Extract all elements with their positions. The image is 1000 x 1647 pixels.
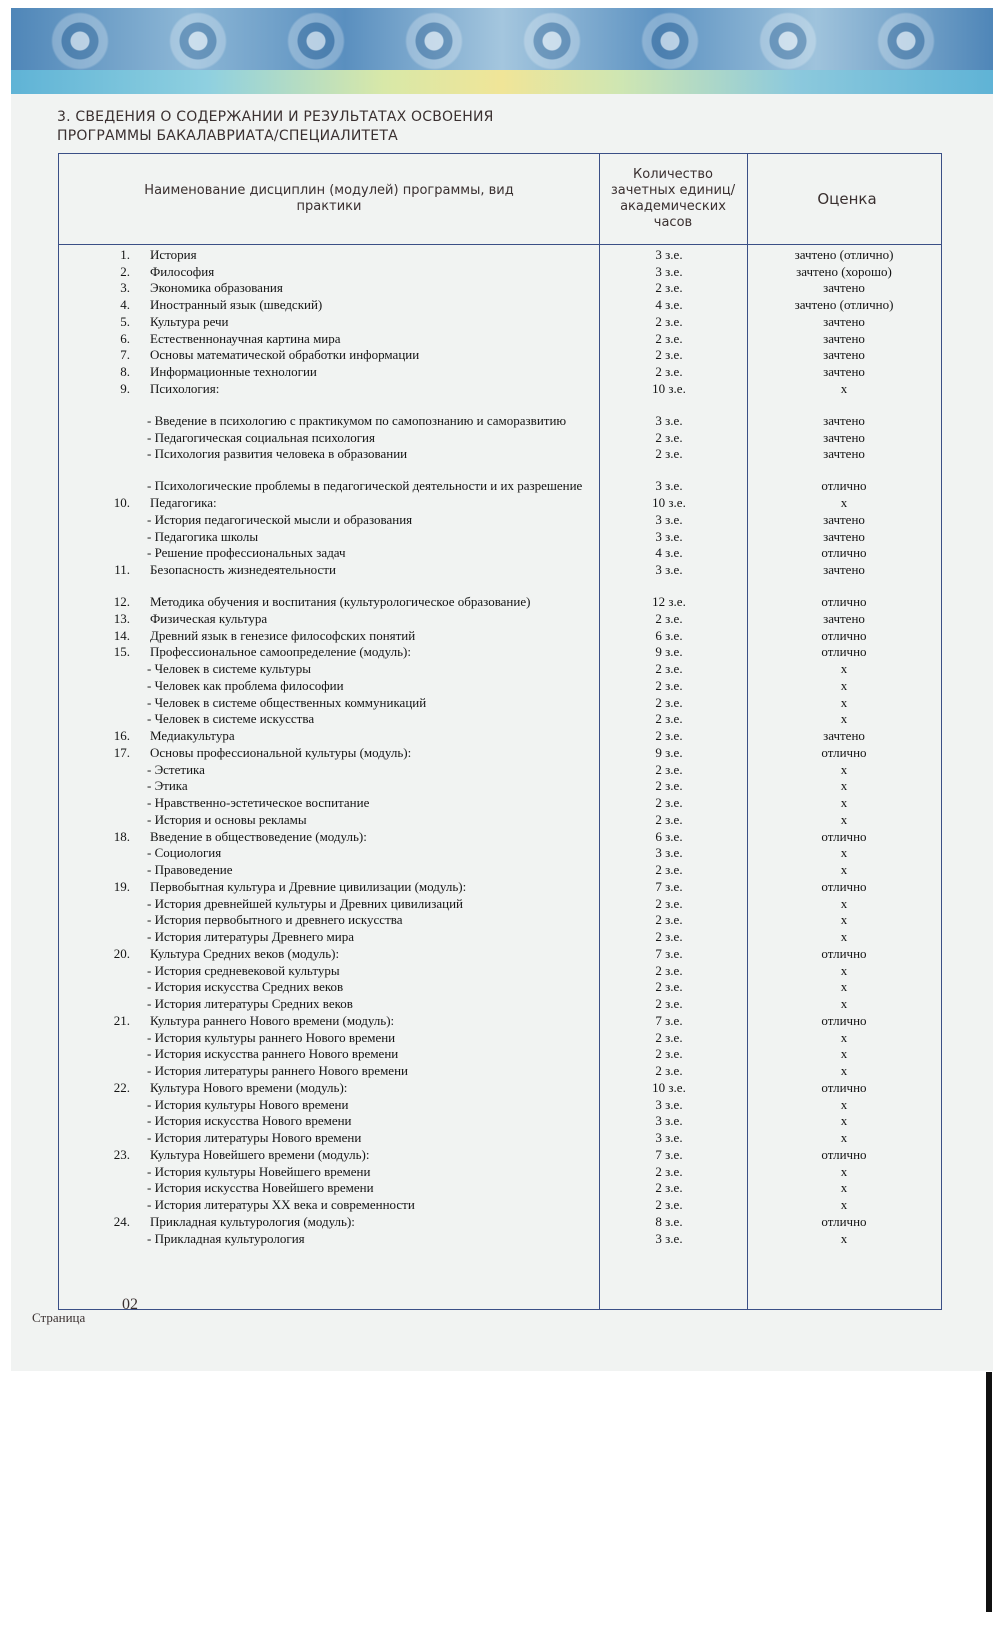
table-row <box>59 828 941 845</box>
row-discipline-name: - Правоведение <box>147 862 233 877</box>
table-row <box>59 811 941 828</box>
row-credit-units: 3 з.е. <box>655 1230 683 1246</box>
table-row <box>59 494 941 511</box>
row-credit-units: 2 з.е. <box>655 962 683 978</box>
row-credit-units: 3 з.е. <box>655 1130 683 1145</box>
row-grade: х <box>840 1130 848 1145</box>
row-credit-units: 2 з.е. <box>655 661 683 676</box>
page-label: Страница <box>32 1310 86 1325</box>
row-credit-units: 3 з.е. <box>655 562 683 577</box>
row-number: 24. <box>113 1213 130 1229</box>
row-credit-units: 8 з.е. <box>655 1213 683 1229</box>
table-row <box>59 1196 941 1213</box>
row-discipline-name: - Человек в системе общественных коммуникаций <box>147 694 427 710</box>
rosette-pattern <box>11 8 993 74</box>
table-row <box>59 627 941 644</box>
header-divider <box>59 244 941 245</box>
table-row <box>59 347 941 364</box>
row-grade: х <box>840 1096 848 1112</box>
row-grade: зачтено <box>823 511 865 527</box>
row-number: 17. <box>113 744 130 760</box>
row-credit-units: 12 з.е. <box>652 594 686 609</box>
table-row <box>59 263 941 280</box>
row-discipline-name: - История средневековой культуры <box>147 962 340 978</box>
row-grade: зачтено <box>823 347 865 363</box>
row-grade: х <box>840 795 848 810</box>
row-number: 18. <box>113 828 130 844</box>
row-number: 9. <box>120 380 130 396</box>
table-row <box>59 462 941 494</box>
row-credit-units: 2 з.е. <box>655 347 683 363</box>
row-discipline-name: - История культуры Новейшего времени <box>147 1163 371 1179</box>
row-grade: отлично <box>821 945 867 961</box>
row-grade: зачтено <box>823 610 865 626</box>
row-discipline-name: Педагогика: <box>150 495 217 510</box>
row-discipline-name: - Введение в психологию с практикумом по самопознанию и саморазвитию <box>147 412 567 428</box>
row-grade: х <box>840 778 848 794</box>
row-grade: х <box>840 1180 848 1196</box>
row-discipline-name: - Человек в системе искусства <box>147 711 315 727</box>
row-grade: зачтено <box>823 364 865 379</box>
row-number: 20. <box>113 945 130 961</box>
row-credit-units: 2 з.е. <box>655 929 683 944</box>
table-row <box>59 1079 941 1096</box>
table-row <box>59 928 941 945</box>
row-grade: зачтено <box>823 330 865 346</box>
row-credit-units: 2 з.е. <box>655 795 683 810</box>
row-grade: отлично <box>821 1079 867 1095</box>
row-discipline-name: - История первобытного и древнего искусства <box>147 912 403 928</box>
row-grade: х <box>840 380 848 396</box>
row-discipline-name: Введение в обществоведение (модуль): <box>150 828 367 844</box>
scan-edge-mark <box>986 1372 992 1612</box>
row-number: 4. <box>120 297 130 312</box>
row-discipline-name: Экономика образования <box>150 280 283 296</box>
row-grade: х <box>840 694 848 710</box>
row-discipline-name: - Прикладная культурология <box>147 1230 305 1246</box>
row-number: 23. <box>113 1146 130 1162</box>
table-row <box>59 1213 941 1230</box>
row-discipline-name: Первобытная культура и Древние цивилизации (модуль): <box>150 878 467 894</box>
row-discipline-name: - Педагогическая социальная психология <box>147 429 375 445</box>
table-row <box>59 610 941 627</box>
row-discipline-name: - Этика <box>147 778 188 794</box>
row-grade: отлично <box>821 1012 867 1028</box>
row-grade: х <box>840 1163 848 1179</box>
row-discipline-name: - История искусства Новейшего времени <box>147 1180 374 1196</box>
row-credit-units: 2 з.е. <box>655 1063 683 1078</box>
header-name: Наименование дисциплин (модулей) программы, вид практики <box>144 183 514 214</box>
row-discipline-name: Древний язык в генезисе философских понятий <box>150 627 416 643</box>
row-credit-units: 10 з.е. <box>652 1079 686 1095</box>
row-grade: зачтено <box>823 412 865 428</box>
row-discipline-name: - Психология развития человека в образовании <box>147 446 408 462</box>
header-grade: Оценка <box>817 190 877 208</box>
table-row <box>59 429 941 446</box>
row-credit-units: 3 з.е. <box>655 528 683 544</box>
table-row <box>59 711 941 728</box>
row-credit-units: 6 з.е. <box>655 828 683 844</box>
row-grade: х <box>840 1197 848 1212</box>
row-number: 5. <box>120 313 130 329</box>
row-grade: зачтено <box>823 528 865 544</box>
row-credit-units: 2 з.е. <box>655 761 683 777</box>
row-grade: отлично <box>821 594 867 609</box>
row-grade: зачтено <box>823 446 865 462</box>
row-grade: х <box>840 661 848 676</box>
table-row <box>59 511 941 528</box>
row-grade: х <box>840 677 848 693</box>
row-discipline-name: - История литературы Средних веков <box>147 996 353 1011</box>
row-discipline-name: Основы математической обработки информации <box>150 347 420 363</box>
row-credit-units: 7 з.е. <box>655 1146 683 1162</box>
row-grade: х <box>840 711 848 727</box>
table-row <box>59 1180 941 1197</box>
row-number: 11. <box>114 562 130 577</box>
table-row <box>59 778 941 795</box>
row-discipline-name: Методика обучения и воспитания (культурологическое образование) <box>150 594 531 609</box>
row-credit-units: 2 з.е. <box>655 979 683 995</box>
section-heading <box>57 108 577 146</box>
row-credit-units: 2 з.е. <box>655 1180 683 1196</box>
row-discipline-name: - История древнейшей культуры и Древних цивилизаций <box>147 895 463 911</box>
page-number: 02 <box>122 1296 138 1313</box>
table-row <box>59 794 941 811</box>
row-number: 8. <box>120 364 130 379</box>
table-row <box>59 1029 941 1046</box>
table-row <box>59 246 941 263</box>
row-number: 15. <box>113 644 130 660</box>
row-credit-units: 2 з.е. <box>655 711 683 727</box>
table-row <box>59 296 941 313</box>
table-row <box>59 363 941 380</box>
row-credit-units: 2 з.е. <box>655 728 683 743</box>
row-credit-units: 2 з.е. <box>655 912 683 928</box>
row-discipline-name: Основы профессиональной культуры (модуль): <box>150 744 412 760</box>
row-number: 22. <box>113 1079 130 1095</box>
row-discipline-name: - Педагогика школы <box>147 528 259 544</box>
table-row <box>59 313 941 330</box>
row-number: 3. <box>120 280 130 296</box>
row-discipline-name: Культура Новейшего времени (модуль): <box>150 1146 370 1162</box>
table-row <box>59 545 941 562</box>
table-row <box>59 845 941 862</box>
header-units: Количество зачетных единиц/ академических часов <box>610 167 736 230</box>
row-discipline-name: - Человек как проблема философии <box>147 677 344 693</box>
row-credit-units: 2 з.е. <box>655 862 683 877</box>
table-row <box>59 1146 941 1163</box>
row-credit-units: 2 з.е. <box>655 1029 683 1045</box>
row-credit-units: 2 з.е. <box>655 446 683 462</box>
table-row <box>59 1230 941 1247</box>
row-discipline-name: - Социология <box>147 845 222 861</box>
row-credit-units: 2 з.е. <box>655 811 683 827</box>
row-grade: зачтено <box>823 280 865 296</box>
row-grade: зачтено (хорошо) <box>796 263 892 279</box>
row-credit-units: 2 з.е. <box>655 996 683 1011</box>
table-row <box>59 528 941 545</box>
table-row <box>59 744 941 761</box>
row-credit-units: 3 з.е. <box>655 412 683 428</box>
row-credit-units: 3 з.е. <box>655 1113 683 1129</box>
decorative-header-band <box>11 8 993 94</box>
row-credit-units: 7 з.е. <box>655 1012 683 1028</box>
row-grade: отлично <box>821 828 867 844</box>
row-number: 7. <box>120 347 130 363</box>
row-number: 10. <box>113 495 130 510</box>
row-number: 12. <box>113 594 130 609</box>
row-credit-units: 2 з.е. <box>655 895 683 911</box>
table-row <box>59 561 941 578</box>
row-number: 6. <box>120 330 130 346</box>
row-discipline-name: - Эстетика <box>147 761 205 777</box>
row-credit-units: 3 з.е. <box>655 478 683 494</box>
table-row <box>59 677 941 694</box>
row-credit-units: 2 з.е. <box>655 429 683 445</box>
row-credit-units: 2 з.е. <box>655 778 683 794</box>
row-discipline-name: - Психологические проблемы в педагогической деятельности и их разрешение <box>147 478 583 494</box>
row-discipline-name: Медиакультура <box>150 728 235 743</box>
table-row <box>59 878 941 895</box>
row-credit-units: 4 з.е. <box>655 297 683 312</box>
row-grade: отлично <box>821 644 867 660</box>
row-credit-units: 2 з.е. <box>655 1197 683 1212</box>
row-credit-units: 2 з.е. <box>655 677 683 693</box>
row-discipline-name: Культура раннего Нового времени (модуль): <box>150 1012 395 1028</box>
table-row <box>59 397 941 429</box>
row-number: 16. <box>113 728 130 743</box>
table-row <box>59 761 941 778</box>
row-credit-units: 2 з.е. <box>655 1163 683 1179</box>
row-credit-units: 2 з.е. <box>655 610 683 626</box>
row-discipline-name: - История искусства Нового времени <box>147 1113 352 1129</box>
row-grade: х <box>840 962 848 978</box>
row-grade: х <box>840 811 848 827</box>
row-grade: х <box>840 1230 848 1246</box>
row-grade: х <box>840 996 848 1011</box>
row-number: 14. <box>113 627 130 643</box>
table-row <box>59 912 941 929</box>
row-grade: зачтено (отлично) <box>794 297 894 312</box>
row-grade: х <box>840 912 848 928</box>
row-discipline-name: Культура речи <box>150 313 229 329</box>
row-discipline-name: - История культуры раннего Нового времени <box>147 1029 396 1045</box>
row-discipline-name: - История литературы Нового времени <box>147 1130 362 1145</box>
table-row <box>59 1129 941 1146</box>
row-discipline-name: Информационные технологии <box>150 364 317 379</box>
row-discipline-name: - Нравственно-эстетическое воспитание <box>147 795 370 810</box>
row-grade: отлично <box>821 1146 867 1162</box>
row-grade: отлично <box>821 627 867 643</box>
row-credit-units: 6 з.е. <box>655 627 683 643</box>
table-row <box>59 446 941 463</box>
row-number: 21. <box>113 1012 130 1028</box>
row-discipline-name: Психология: <box>150 380 220 396</box>
row-credit-units: 2 з.е. <box>655 694 683 710</box>
row-credit-units: 9 з.е. <box>655 644 683 660</box>
row-grade: зачтено <box>823 313 865 329</box>
row-grade: х <box>840 1063 848 1078</box>
row-grade: отлично <box>821 545 867 561</box>
row-grade: х <box>840 1046 848 1062</box>
row-credit-units: 2 з.е. <box>655 364 683 379</box>
row-credit-units: 10 з.е. <box>652 380 686 396</box>
table-row <box>59 1062 941 1079</box>
row-grade: зачтено <box>823 728 865 743</box>
table-row <box>59 727 941 744</box>
row-number: 1. <box>120 246 130 262</box>
table-row <box>59 694 941 711</box>
table-row <box>59 861 941 878</box>
table-row <box>59 995 941 1012</box>
row-discipline-name: Культура Средних веков (модуль): <box>150 945 340 961</box>
row-discipline-name: - История педагогической мысли и образования <box>147 511 413 527</box>
table-row <box>59 380 941 397</box>
row-number: 19. <box>113 878 130 894</box>
row-discipline-name: - Человек в системе культуры <box>147 661 311 676</box>
row-credit-units: 10 з.е. <box>652 495 686 510</box>
table-row <box>59 1096 941 1113</box>
row-credit-units: 7 з.е. <box>655 878 683 894</box>
row-grade: х <box>840 979 848 995</box>
table-row <box>59 1163 941 1180</box>
row-number: 2. <box>120 263 130 279</box>
row-discipline-name: Культура Нового времени (модуль): <box>150 1079 348 1095</box>
row-credit-units: 4 з.е. <box>655 545 683 561</box>
row-grade: х <box>840 761 848 777</box>
row-grade: зачтено (отлично) <box>794 246 894 262</box>
row-discipline-name: - История искусства Средних веков <box>147 979 344 995</box>
row-discipline-name: Иностранный язык (шведский) <box>150 297 323 312</box>
table-row <box>59 280 941 297</box>
table-row <box>59 330 941 347</box>
row-grade: отлично <box>821 478 867 494</box>
row-discipline-name: Естественнонаучная картина мира <box>150 330 341 346</box>
row-discipline-name: - История литературы XX века и современности <box>147 1197 415 1212</box>
row-grade: зачтено <box>823 429 865 445</box>
table-row <box>59 660 941 677</box>
section-heading-line-1: 3. СВЕДЕНИЯ О СОДЕРЖАНИИ И РЕЗУЛЬТАТАХ ОСВОЕНИЯ <box>57 109 494 125</box>
row-credit-units: 2 з.е. <box>655 330 683 346</box>
row-discipline-name: - История и основы рекламы <box>147 811 307 827</box>
row-credit-units: 3 з.е. <box>655 511 683 527</box>
row-discipline-name: Безопасность жизнедеятельности <box>150 562 336 577</box>
gradient-strip <box>11 70 993 94</box>
results-table <box>58 153 942 1310</box>
row-grade: х <box>840 895 848 911</box>
table-row <box>59 644 941 661</box>
row-credit-units: 3 з.е. <box>655 263 683 279</box>
row-credit-units: 3 з.е. <box>655 246 683 262</box>
row-grade: зачтено <box>823 562 865 577</box>
row-discipline-name: - История литературы раннего Нового времени <box>147 1063 408 1078</box>
row-discipline-name: Физическая культура <box>150 610 268 626</box>
table-row <box>59 962 941 979</box>
row-number: 13. <box>113 610 130 626</box>
table-row <box>59 979 941 996</box>
row-grade: х <box>840 495 848 510</box>
row-grade: отлично <box>821 744 867 760</box>
row-grade: х <box>840 929 848 944</box>
row-discipline-name: - История литературы Древнего мира <box>147 929 354 944</box>
row-discipline-name: Философия <box>150 263 215 279</box>
row-grade: х <box>840 1113 848 1129</box>
row-discipline-name: - Решение профессиональных задач <box>147 545 346 561</box>
table-body <box>59 246 941 1247</box>
row-credit-units: 2 з.е. <box>655 313 683 329</box>
table-row <box>59 1046 941 1063</box>
row-discipline-name: История <box>150 246 197 262</box>
row-credit-units: 7 з.е. <box>655 945 683 961</box>
row-grade: х <box>840 845 848 861</box>
row-credit-units: 3 з.е. <box>655 845 683 861</box>
table-row <box>59 895 941 912</box>
row-discipline-name: - История культуры Нового времени <box>147 1096 349 1112</box>
table-row <box>59 1012 941 1029</box>
table-row <box>59 1113 941 1130</box>
row-grade: х <box>840 1029 848 1045</box>
row-discipline-name: Профессиональное самоопределение (модуль): <box>150 644 411 660</box>
section-heading-line-2: ПРОГРАММЫ БАКАЛАВРИАТА/СПЕЦИАЛИТЕТА <box>57 128 398 144</box>
row-grade: х <box>840 862 848 877</box>
row-credit-units: 3 з.е. <box>655 1096 683 1112</box>
row-credit-units: 9 з.е. <box>655 744 683 760</box>
row-discipline-name: Прикладная культурология (модуль): <box>150 1213 355 1229</box>
row-credit-units: 2 з.е. <box>655 280 683 296</box>
table-row <box>59 578 941 610</box>
table-row <box>59 945 941 962</box>
row-credit-units: 2 з.е. <box>655 1046 683 1062</box>
row-grade: отлично <box>821 878 867 894</box>
row-grade: отлично <box>821 1213 867 1229</box>
row-discipline-name: - История искусства раннего Нового времени <box>147 1046 399 1062</box>
